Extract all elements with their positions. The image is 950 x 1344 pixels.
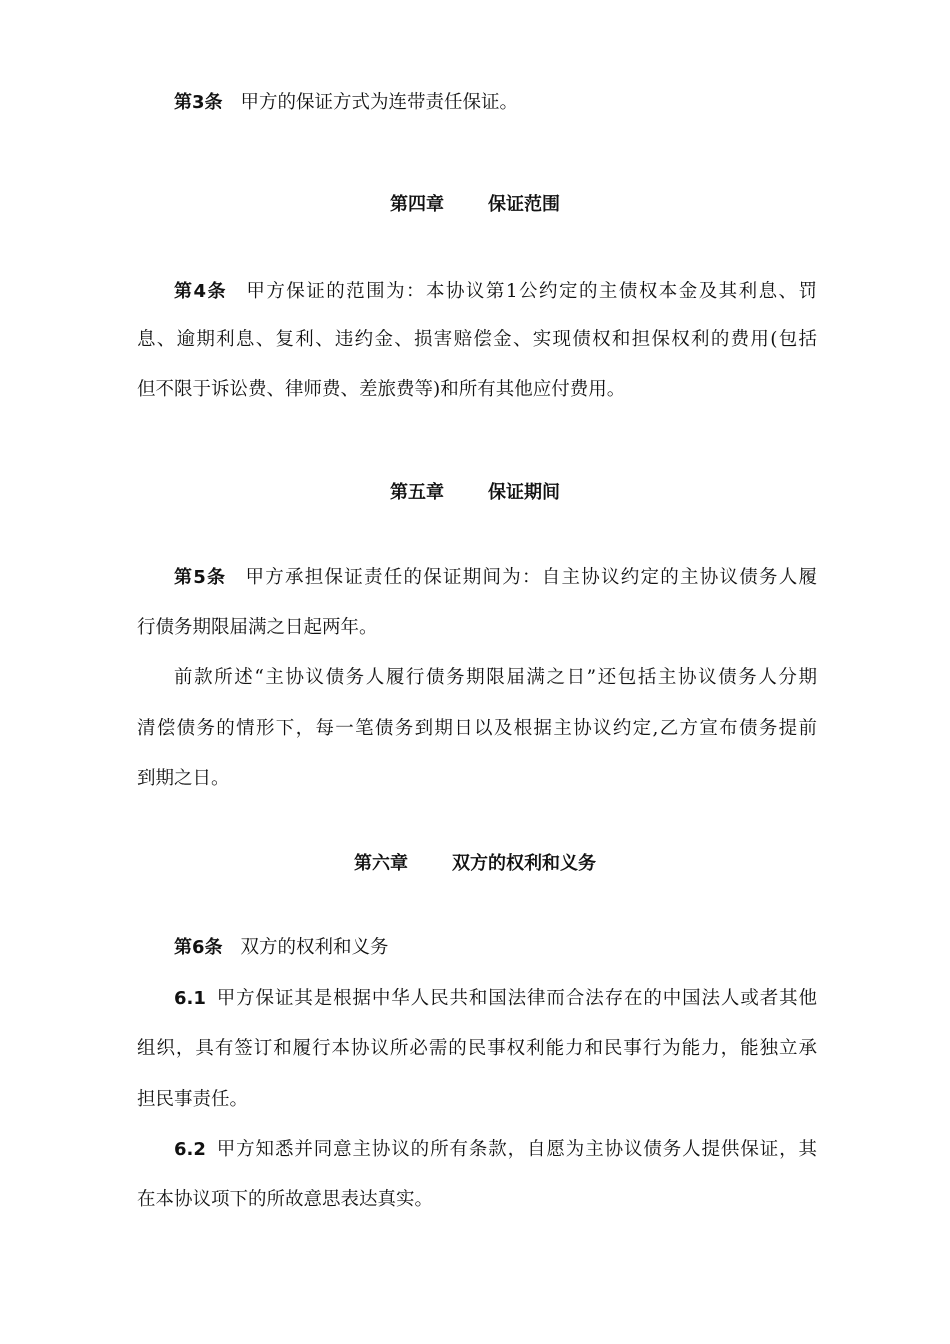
clause-6-2-line-2: 在本协议项下的所故意思表达真实。	[137, 1189, 434, 1210]
chapter-number: 第五章	[390, 482, 444, 503]
chapter-title: 保证期间	[488, 482, 560, 503]
article-number: 第5条	[174, 567, 227, 588]
article-4-line-1	[174, 279, 817, 305]
clause-number: 6.1	[174, 988, 206, 1009]
chapter-4-heading	[0, 192, 950, 218]
article-5-line-2: 行债务期限届满之日起两年。	[137, 617, 378, 638]
article-3	[174, 90, 817, 116]
clause-6-2-line-1	[174, 1137, 817, 1163]
article-4-line-2: 息、逾期利息、复利、违约金、损害赔偿金、实现债权和担保权利的费用(包括	[137, 329, 817, 350]
article-6	[174, 935, 817, 961]
clause-text: 甲方保证其是根据中华人民共和国法律而合法存在的中国法人或者其他	[215, 988, 817, 1009]
clause-6-1-line-2: 组织，具有签订和履行本协议所必需的民事权利能力和民事行为能力，能独立承	[137, 1038, 817, 1059]
article-4-line-3: 但不限于诉讼费、律师费、差旅费等)和所有其他应付费用。	[137, 379, 626, 400]
chapter-5-heading	[0, 480, 950, 506]
clause-6-1-line-1	[174, 986, 817, 1012]
article-text: 甲方保证的范围为：本协议第1公约定的主债权本金及其利息、罚	[244, 281, 817, 302]
article-5-para2-line-3: 到期之日。	[137, 768, 230, 789]
chapter-number: 第六章	[354, 853, 408, 874]
article-5-line-1	[174, 565, 817, 591]
chapter-number: 第四章	[390, 194, 444, 215]
article-text: 甲方的保证方式为连带责任保证。	[240, 92, 519, 113]
article-number: 第6条	[174, 937, 223, 958]
clause-number: 6.2	[174, 1139, 206, 1160]
article-5-para2-line-2: 清偿债务的情形下，每一笔债务到期日以及根据主协议约定,乙方宣布债务提前	[137, 718, 817, 739]
article-5-para2-line-1: 前款所述“主协议债务人履行债务期限届满之日”还包括主协议债务人分期	[174, 667, 817, 688]
article-number: 第4条	[174, 281, 227, 302]
chapter-title: 保证范围	[488, 194, 560, 215]
clause-6-1-line-3: 担民事责任。	[137, 1089, 249, 1110]
article-number: 第3条	[174, 92, 223, 113]
chapter-title: 双方的权利和义务	[452, 853, 596, 874]
chapter-6-heading	[0, 851, 950, 877]
clause-text: 甲方知悉并同意主协议的所有条款，自愿为主协议债务人提供保证，其	[215, 1139, 817, 1160]
article-text: 双方的权利和义务	[240, 937, 389, 958]
article-text: 甲方承担保证责任的保证期间为：自主协议约定的主协议债务人履	[244, 567, 817, 588]
